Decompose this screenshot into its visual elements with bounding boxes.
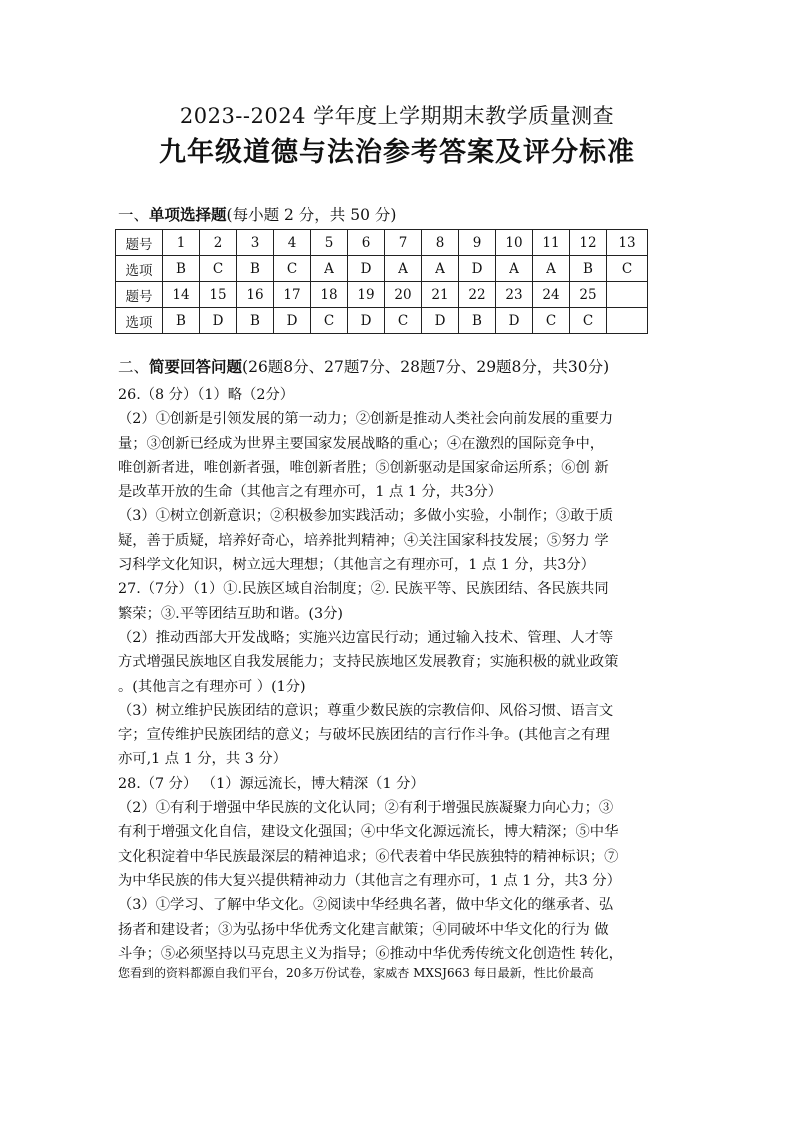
answer-cell: D [459, 256, 496, 282]
text-line: （2）推动西部大开发战略；实施兴边富民行动；通过输入技术、管理、人才等 [118, 629, 614, 646]
answer-table [115, 229, 648, 334]
text-line: （3）树立维护民族团结的意识；尊重少数民族的宗教信仰、风俗习惯、语言文 [118, 702, 614, 719]
text-line: 26.（8 分）（1）略（2分） [118, 387, 295, 403]
text-line: 28.（7 分） （1）源远流长，博大精深（1 分） [118, 775, 425, 792]
text-line: 。(其他言之有理亦可 ）(1分) [118, 678, 306, 695]
row-label: 选项 [116, 308, 163, 334]
question-number: 18 [311, 282, 348, 308]
answer-cell: D [496, 308, 533, 334]
answer-cell: C [570, 308, 607, 334]
table-row-numbers-2 [116, 282, 648, 308]
row-label: 题号 [116, 282, 163, 308]
question-number: 11 [533, 230, 570, 256]
answer-cell: D [422, 308, 459, 334]
text-line: 疑，善于质疑，培养好奇心，培养批判精神；④关注国家科技发展；⑤努力 学 [118, 532, 609, 549]
question-number: 9 [459, 230, 496, 256]
question-number: 3 [237, 230, 274, 256]
text-line: （2）①创新是引领发展的第一动力；②创新是推动人类社会向前发展的重要力 [118, 411, 614, 428]
answer-cell: C [607, 256, 648, 282]
text-line: 亦可,1 点 1 分，共 3 分） [118, 751, 287, 768]
table-row-answers-2 [116, 308, 648, 334]
answer-cell: A [422, 256, 459, 282]
answer-cell: A [533, 256, 570, 282]
question-number: 1 [163, 230, 200, 256]
question-number: 15 [200, 282, 237, 308]
answer-cell: B [459, 308, 496, 334]
text-line: （3）①学习、了解中华文化。②阅读中华经典名著，做中华文化的继承者、弘 [118, 897, 614, 914]
section1-title: 单项选择题 [149, 205, 227, 224]
question-number: 8 [422, 230, 459, 256]
footer-note: 您看到的资料都源自我们平台，20多万份试卷，家威杏 MXSJ663 每日最新，性比价最高 [118, 966, 594, 980]
section2-title: 简要回答问题 [149, 357, 243, 376]
question-number: 22 [459, 282, 496, 308]
row-label: 题号 [116, 230, 163, 256]
table-row-numbers-1 [116, 230, 648, 256]
text-line: 扬者和建设者；③为弘扬中华优秀文化建言献策；④同破坏中华文化的行为 做 [118, 921, 609, 938]
question-number: 17 [274, 282, 311, 308]
question-number: 12 [570, 230, 607, 256]
text-line: 是改革开放的生命（其他言之有理亦可，1 点 1 分，共3分） [118, 484, 503, 501]
answer-cell: C [200, 256, 237, 282]
row-label: 选项 [116, 256, 163, 282]
question-number: 10 [496, 230, 533, 256]
section2-prefix: 二、 [118, 358, 150, 376]
answer-cell: D [200, 308, 237, 334]
question-number: 5 [311, 230, 348, 256]
answer-cell: D [348, 308, 385, 334]
text-line: （3）①树立创新意识；②积极参加实践活动；多做小实验，小制作；③敢于质 [118, 508, 614, 525]
text-line: 文化积淀着中华民族最深层的精神追求；⑥代表着中华民族独特的精神标识；⑦ [118, 848, 619, 865]
text-line: 繁荣；③.平等团结互助和谐。(3分) [118, 605, 343, 622]
answer-body [118, 383, 678, 966]
section2-note: (26题8分、27题7分、28题7分、29题8分，共30分) [242, 358, 610, 376]
answer-cell: C [385, 308, 422, 334]
answer-cell: C [311, 308, 348, 334]
text-line: 字；宣传维护民族团结的意义；与破坏民族团结的言行作斗争。(其他言之有理 [118, 727, 610, 744]
answer-cell: B [237, 256, 274, 282]
answer-cell: A [385, 256, 422, 282]
answer-cell: A [496, 256, 533, 282]
question-number: 14 [163, 282, 200, 308]
text-line: 斗争；⑤必须坚持以马克思主义为指导；⑥推动中华优秀传统文化创造性 转化， [118, 945, 623, 962]
answer-cell: C [533, 308, 570, 334]
question-number: 25 [570, 282, 607, 308]
text-line: 为中华民族的伟大复兴提供精神动力（其他言之有理亦可，1 点 1 分，共3 分） [118, 872, 621, 889]
text-line: 量；③创新已经成为世界主要国家发展战略的重心；④在激烈的国际竞争中， [118, 435, 605, 452]
empty-cell [607, 282, 648, 308]
text-line: 唯创新者进，唯创新者强，唯创新者胜；⑤创新驱动是国家命运所系；⑥创 新 [118, 459, 609, 476]
text-line: 有利于增强文化自信，建设文化强国；④中华文化源远流长，博大精深；⑤中华 [118, 824, 619, 841]
answer-cell: A [311, 256, 348, 282]
exam-title: 2023--2024 学年度上学期期末教学质量测查 [179, 104, 615, 128]
question-number: 21 [422, 282, 459, 308]
section1-note: (每小题 2 分，共 50 分) [226, 206, 397, 224]
question-number: 24 [533, 282, 570, 308]
question-number: 20 [385, 282, 422, 308]
answer-cell: D [274, 308, 311, 334]
section1-heading [118, 203, 396, 225]
question-number: 16 [237, 282, 274, 308]
section2-heading [118, 355, 609, 377]
answer-cell: B [163, 256, 200, 282]
text-line: 27.（7分）（1）①.民族区域自治制度；②. 民族平等、民族团结、各民族共同 [118, 581, 609, 598]
answer-cell: D [348, 256, 385, 282]
question-number: 7 [385, 230, 422, 256]
answer-cell: B [237, 308, 274, 334]
empty-cell [607, 308, 648, 334]
table-row-answers-1 [116, 256, 648, 282]
section1-prefix: 一、 [118, 206, 150, 224]
question-number: 19 [348, 282, 385, 308]
answer-cell: B [163, 308, 200, 334]
question-number: 2 [200, 230, 237, 256]
text-line: 方式增强民族地区自我发展能力；支持民族地区发展教育；实施积极的就业政策 [118, 654, 619, 671]
answer-cell: C [274, 256, 311, 282]
text-line: （2）①有利于增强中华民族的文化认同；②有利于增强民族凝聚力向心力；③ [118, 800, 614, 817]
answer-cell: B [570, 256, 607, 282]
question-number: 4 [274, 230, 311, 256]
answer-key-title: 九年级道德与法治参考答案及评分标准 [159, 137, 635, 168]
question-number: 23 [496, 282, 533, 308]
question-number: 13 [607, 230, 648, 256]
question-number: 6 [348, 230, 385, 256]
text-line: 习科学文化知识，树立远大理想；（其他言之有理亦可，1 点 1 分，共3分） [118, 557, 595, 574]
